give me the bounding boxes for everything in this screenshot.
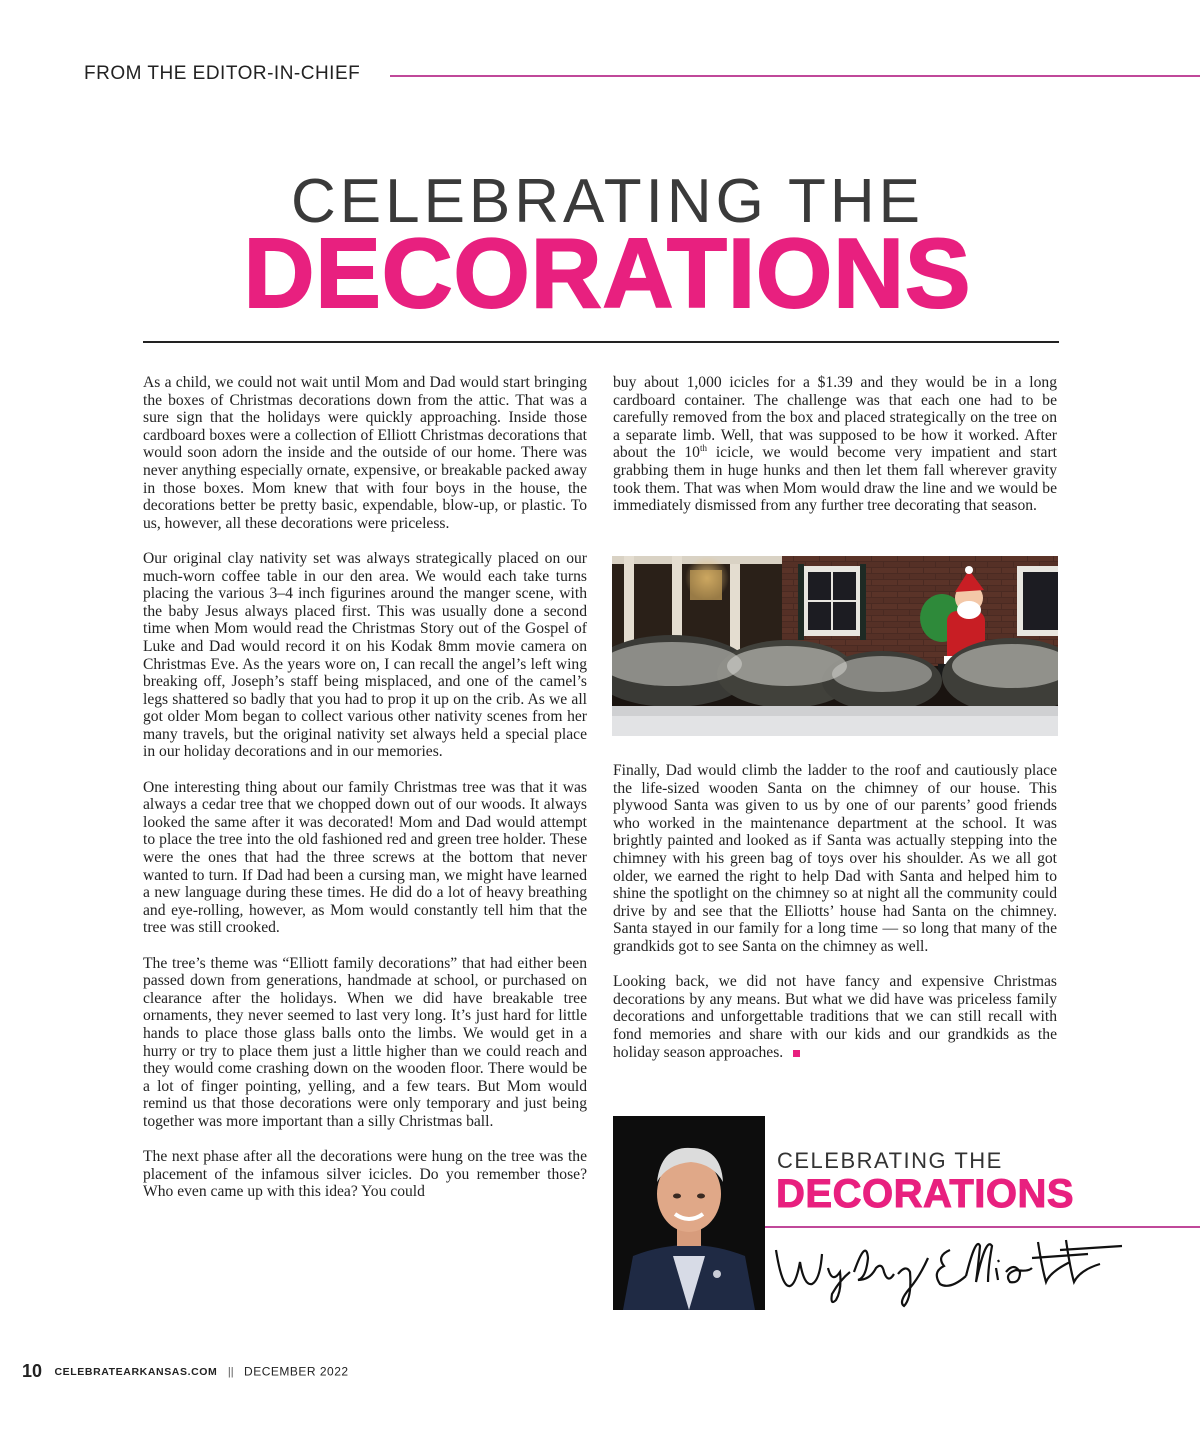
photo-illustration [612, 556, 1058, 736]
snowy-yard-santa-photo [612, 556, 1058, 736]
paragraph-text: buy about 1,000 icicles for a $1.39 and they would be in a long cardboard container. The challenge was that each one had to be carefully removed from the box and placed strategically on the tree on a separate limb. Well, that was supposed to be how it worked. After about the 10 [613, 374, 1057, 462]
article-left-column [143, 374, 587, 1219]
paragraph-text: icicle, we would become very impatient and start grabbing them in huge hunks and then let them fall wherever gravity took them. That was when Mom would draw the line and we would be immediately dismissed from any further tree decorating that season. [613, 444, 1058, 515]
paragraph [613, 973, 1057, 1061]
handwritten-signature [770, 1228, 1130, 1308]
portrait-illustration [613, 1116, 765, 1310]
signoff-line-2: DECORATIONS [776, 1172, 1075, 1216]
paragraph [613, 374, 1057, 515]
article-right-column-bottom [613, 762, 1057, 1079]
paragraph: The next phase after all the decorations were hung on the tree was the placement of the infamous silver icicles. Do you remember those? Who even came up with this idea? You could [143, 1148, 587, 1201]
editor-portrait [613, 1116, 765, 1310]
title-rule [143, 341, 1059, 343]
title-line-1: CELEBRATING THE [290, 167, 925, 236]
paragraph: Our original clay nativity set was always strategically placed on our much-worn coffee table in our den area. We would each take turns placing the various 3–4 inch figurines around the manger scene, with the baby Jesus always placed first. This was usually done a second time when Mom would read the Christmas Story out of the Gospel of Luke and Dad would record it on his Kodak 8mm movie camera on Christmas Eve. As the years wore on, I can recall the angel’s left wing breaking off, Joseph’s staff being misplaced, and one of the camel’s legs shattered so badly that you had to prop it up on the crib. As we all got older Mom began to collect various other nativity scenes from her many travels, but the original nativity set always held a special place in our holiday decorations and in our memories. [143, 549, 587, 761]
paragraph-text: Looking back, we did not have fancy and expensive Christmas decorations by any means. But what we did have was priceless family decorations and unforgettable traditions that we can still recall with fond memories and share with our kids and our grandkids as the holiday season approaches. [613, 973, 1057, 1061]
article-right-column-top [613, 374, 1057, 532]
superscript: th [699, 443, 707, 454]
end-mark-icon [793, 1050, 800, 1057]
paragraph: Finally, Dad would climb the ladder to the roof and cautiously place the life-sized wooden Santa on the chimney of our house. This plywood Santa was given to us by one of our parents’ good friends who worked in the maintenance department at the school. It was brightly painted and looked as if Santa was actually stepping into the chimney with his green bag of toys over his shoulder. As we all got older, we earned the right to help Dad with Santa and helped him to shine the spotlight on the chimney so at night all the community could drive by and see that the Elliotts’ house had Santa on the chimney. Santa stayed in our family for a long time — so long that many of the grandkids got to see Santa on the chimney as well. [613, 762, 1057, 955]
footer-separator: || [227, 1365, 234, 1378]
section-label: FROM THE EDITOR-IN-CHIEF [84, 63, 361, 84]
paragraph: The tree’s theme was “Elliott family decorations” that had either been passed down from generations, handmade at school, or purchased on clearance after the holidays. When we did have breakable tree ornaments, they never seemed to last very long. It’s just hard for little hands to place those glass balls onto the limbs. We would get in a hurry or try to place them just a little higher than we could reach and they would come crashing down on the wooden floor. There would be a lot of finger pointing, yelling, and a few tears. But Mom would remind us that those decorations were only temporary and just being together was more important than a silly Christmas ball. [143, 954, 587, 1130]
paragraph: As a child, we could not wait until Mom and Dad would start bringing the boxes of Christmas decorations down from the attic. That was a sure sign that the holidays were quickly approaching. Inside those cardboard boxes were a collection of Elliott Christmas decorations that would soon adorn the inside and the outside of our home. There was never anything especially ornate, expensive, or breakable packed away in those boxes. Mom knew that with four boys in the house, the decorations better be pretty basic, expendable, blow-up, or plastic. To us, however, all these decorations were priceless. [143, 374, 587, 532]
paragraph: One interesting thing about our family Christmas tree was that it was always a cedar tree that we chopped down out of our woods. It always looked the same after it was decorated! Mom and Dad would attempt to place the tree into the old fashioned red and green tree holder. These were the ones that had the three screws at the bottom that never wanted to turn. If Dad had been a cursing man, we might have learned a new language during these times. He did do a lot of heavy breathing and eye-rolling, however, as Mom would constantly tell him that the tree was still crooked. [143, 778, 587, 937]
issue-date: DECEMBER 2022 [244, 1364, 349, 1379]
page-number: 10 [22, 1361, 43, 1381]
title-line-2: DECORATIONS [243, 218, 972, 328]
signoff-line-1: CELEBRATING THE [777, 1148, 1003, 1173]
page-footer [22, 1361, 349, 1381]
section-rule [390, 75, 1200, 77]
site-name: CELEBRATEARKANSAS.COM [54, 1365, 218, 1378]
